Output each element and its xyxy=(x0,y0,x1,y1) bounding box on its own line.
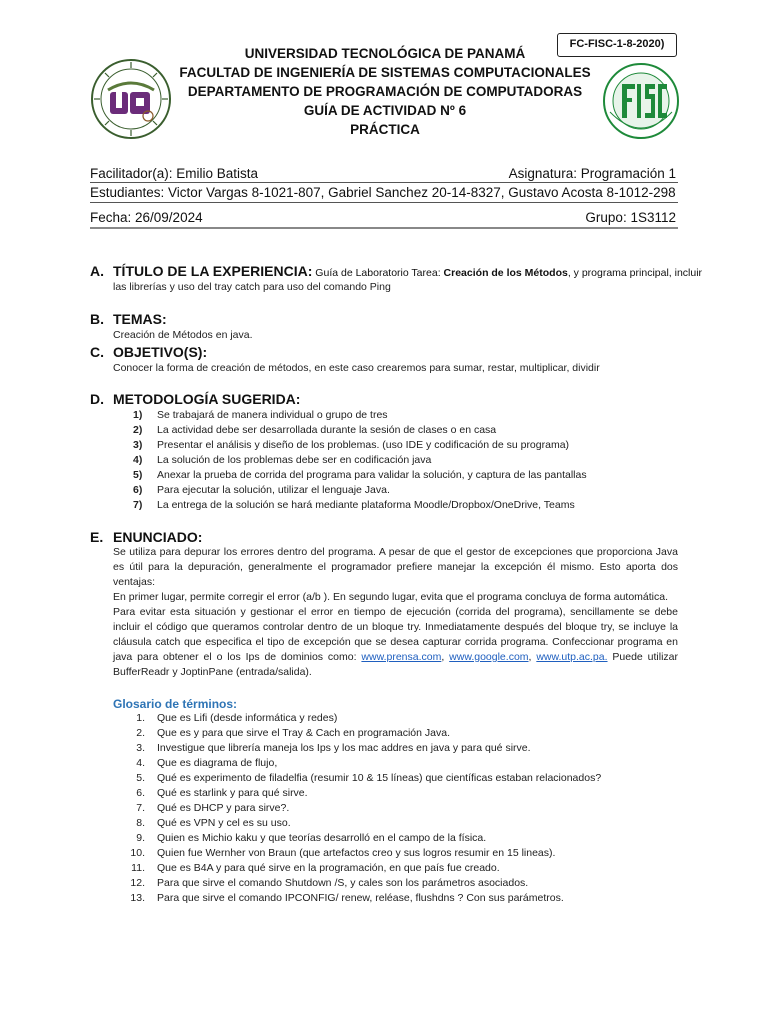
list-item xyxy=(113,816,678,831)
list-item-num: 13. xyxy=(130,892,145,904)
header-faculty: FACULTAD DE INGENIERÍA DE SISTEMAS COMPUTACIONALES xyxy=(179,65,591,80)
list-item-num: 1. xyxy=(136,712,145,724)
list-item xyxy=(113,423,678,438)
link-google[interactable]: www.google.com xyxy=(449,651,529,663)
list-item-num: 2. xyxy=(136,727,145,739)
list-item xyxy=(113,468,678,483)
link-utp[interactable]: www.utp.ac.pa. xyxy=(536,651,608,663)
list-item xyxy=(113,846,678,861)
section-d-letter: D. xyxy=(90,391,104,407)
section-b-letter: B. xyxy=(90,311,104,327)
list-item-text: Que es B4A y para qué sirve en la programación, en que país fue creado. xyxy=(157,862,500,874)
utp-seal-icon xyxy=(90,58,172,140)
link-separator: , xyxy=(441,651,450,663)
section-c-title: OBJETIVO(S): xyxy=(113,344,208,360)
section-b-title: TEMAS: xyxy=(113,311,167,327)
list-item-text: La entrega de la solución se hará mediante plataforma Moodle/Dropbox/OneDrive, Teams xyxy=(157,499,575,511)
section-e-p1b: En primer lugar, permite corregir el error (a/b ). En segundo lugar, evita que el programa concluya de forma automática. xyxy=(113,591,669,603)
list-item-num: 3. xyxy=(136,742,145,754)
list-item-text: Quien es Michio kaku y que teorías desarrolló en el campo de la física. xyxy=(157,832,487,844)
section-b-text: Creación de Métodos en java. xyxy=(113,329,253,341)
section-d-heading xyxy=(90,391,300,408)
list-item-text: Quien fue Wernher von Braun (que artefactos creo y sus logros resumir en 15 lineas). xyxy=(157,847,556,859)
list-item xyxy=(113,876,678,891)
header-department: DEPARTAMENTO DE PROGRAMACIÓN DE COMPUTADORAS xyxy=(187,84,583,99)
list-item xyxy=(113,498,678,513)
section-a-bold: Creación de los Métodos xyxy=(443,267,568,279)
header-guide-number: GUÍA DE ACTIVIDAD Nº 6 xyxy=(303,103,467,118)
meta-rule-1 xyxy=(90,182,678,183)
list-item-num: 4) xyxy=(133,454,143,466)
list-item-num: 6) xyxy=(133,484,143,496)
list-item-num: 12. xyxy=(130,877,145,889)
section-e-p2-end: Puede utilizar BufferReadr y JoptinPane (entrada/salida). xyxy=(113,651,678,678)
list-item-text: La solución de los problemas debe ser en codificación java xyxy=(157,454,432,466)
list-item xyxy=(113,711,678,726)
list-item xyxy=(113,831,678,846)
list-item-num: 5) xyxy=(133,469,143,481)
header-type: PRÁCTICA xyxy=(350,122,420,137)
fisc-logo xyxy=(598,62,684,140)
section-a-letter: A. xyxy=(90,263,104,279)
meta-rule-3 xyxy=(90,227,678,229)
list-item-num: 4. xyxy=(136,757,145,769)
section-a-intro: Guía de Laboratorio Tarea: xyxy=(312,267,444,279)
list-item xyxy=(113,771,678,786)
list-item xyxy=(113,438,678,453)
list-item xyxy=(113,891,678,906)
list-item-text: Qué es VPN y cel es su uso. xyxy=(157,817,291,829)
list-item-text: Para ejecutar la solución, utilizar el lenguaje Java. xyxy=(157,484,390,496)
list-item-num: 5. xyxy=(136,772,145,784)
list-item-text: Anexar la prueba de corrida del programa para validar la solución, y captura de las pantallas xyxy=(157,469,587,481)
list-item-text: Qué es DHCP y para sirve?. xyxy=(157,802,290,814)
section-b-heading xyxy=(90,311,167,328)
link-prensa[interactable]: www.prensa.com xyxy=(361,651,442,663)
section-a-colon: : xyxy=(307,263,313,279)
list-item-num: 2) xyxy=(133,424,143,436)
list-item-num: 7. xyxy=(136,802,145,814)
glossary-title: Glosario de términos: xyxy=(113,697,238,711)
list-item-text: Se trabajará de manera individual o grupo de tres xyxy=(157,409,388,421)
list-item-text: Que es diagrama de flujo, xyxy=(157,757,278,769)
list-item xyxy=(113,726,678,741)
list-item xyxy=(113,801,678,816)
section-e-paragraph-2 xyxy=(113,605,678,680)
list-item-text: La actividad debe ser desarrollada durante la sesión de clases o en casa xyxy=(157,424,497,436)
section-a-rest: , y programa principal, incluir xyxy=(567,267,703,279)
glossary-list xyxy=(113,711,678,906)
section-c-text: Conocer la forma de creación de métodos, en este caso crearemos para sumar, restar, multiplicar, dividir xyxy=(113,362,600,374)
list-item xyxy=(113,741,678,756)
header-title-block xyxy=(170,44,600,139)
estudiantes: Estudiantes: Victor Vargas 8-1021-807, Gabriel Sanchez 20-14-8327, Gustavo Acosta 8-1012-298 xyxy=(90,185,676,200)
list-item-text: Qué es experimento de filadelfia (resumir 10 & 15 líneas) que científicas estaban relacionados? xyxy=(157,772,602,784)
facilitador: Facilitador(a): Emilio Batista xyxy=(90,166,259,181)
list-item xyxy=(113,453,678,468)
list-item xyxy=(113,786,678,801)
asignatura: Asignatura: Programación 1 xyxy=(508,166,676,181)
section-a-line2: las librerías y uso del tray catch para uso del comando Ping xyxy=(113,281,391,293)
section-e-p1: Se utiliza para depurar los errores dentro del programa. A pesar de que el gestor de excepciones que proporciona Java es útil para la depuración, generalmente el programador prefiere manejar la excepción él mismo. Esto aporta dos ventajas: xyxy=(113,546,678,588)
list-item xyxy=(113,408,678,423)
list-item-num: 11. xyxy=(131,862,145,874)
section-e-heading xyxy=(90,529,202,546)
form-code-box: FC-FISC-1-8-2020) xyxy=(557,33,677,57)
list-item-text: Para que sirve el comando Shutdown /S, y cales son los parámetros asociados. xyxy=(157,877,529,889)
grupo: Grupo: 1S3112 xyxy=(585,210,676,225)
section-c-heading xyxy=(90,344,207,361)
section-d-title: METODOLOGÍA SUGERIDA: xyxy=(113,391,301,407)
section-a-title: TÍTULO DE LA EXPERIENCIA xyxy=(113,263,308,279)
list-item xyxy=(113,483,678,498)
list-item-num: 9. xyxy=(136,832,145,844)
list-item-num: 10. xyxy=(130,847,145,859)
list-item-num: 8. xyxy=(136,817,145,829)
list-item xyxy=(113,861,678,876)
list-item-text: Investigue que librería maneja los Ips y los mac addres en java y para qué sirve. xyxy=(157,742,531,754)
fisc-seal-icon xyxy=(598,62,684,140)
section-e-title: ENUNCIADO: xyxy=(113,529,203,545)
link-separator: , xyxy=(528,651,537,663)
list-item-text: Que es y para que sirve el Tray & Cach en programación Java. xyxy=(157,727,450,739)
section-e-p2: Para evitar esta situación y gestionar el error en tiempo de ejecución (corrida del programa), sencillamente se debe incluir el código que queramos controlar dentro de un bloque try. Inmediatamente después del bloque try, se incluye la cláusula catch que especifica el tipo de excepción que se desea capturar corrida programa. Confeccionar programa en java para obtener el o los Ips de dominios como: xyxy=(113,606,678,663)
utp-logo xyxy=(90,58,172,140)
list-item-num: 7) xyxy=(133,499,143,511)
section-e-letter: E. xyxy=(90,529,104,545)
section-c-letter: C. xyxy=(90,344,104,360)
list-item xyxy=(113,756,678,771)
list-item-num: 6. xyxy=(136,787,145,799)
fecha: Fecha: 26/09/2024 xyxy=(90,210,203,225)
header-university: UNIVERSIDAD TECNOLÓGICA DE PANAMÁ xyxy=(244,46,526,61)
list-item-num: 3) xyxy=(133,439,143,451)
methodology-list xyxy=(113,408,678,513)
list-item-num: 1) xyxy=(133,409,143,421)
section-e-paragraph-1 xyxy=(113,545,678,605)
meta-rule-2 xyxy=(90,202,678,203)
list-item-text: Que es Lifi (desde informática y redes) xyxy=(157,712,338,724)
list-item-text: Presentar el análisis y diseño de los problemas. (uso IDE y codificación de su programa) xyxy=(157,439,570,451)
list-item-text: Para que sirve el comando IPCONFIG/ renew, reléase, flushdns ? Con sus parámetros. xyxy=(157,892,564,904)
list-item-text: Qué es starlink y para qué sirve. xyxy=(157,787,308,799)
